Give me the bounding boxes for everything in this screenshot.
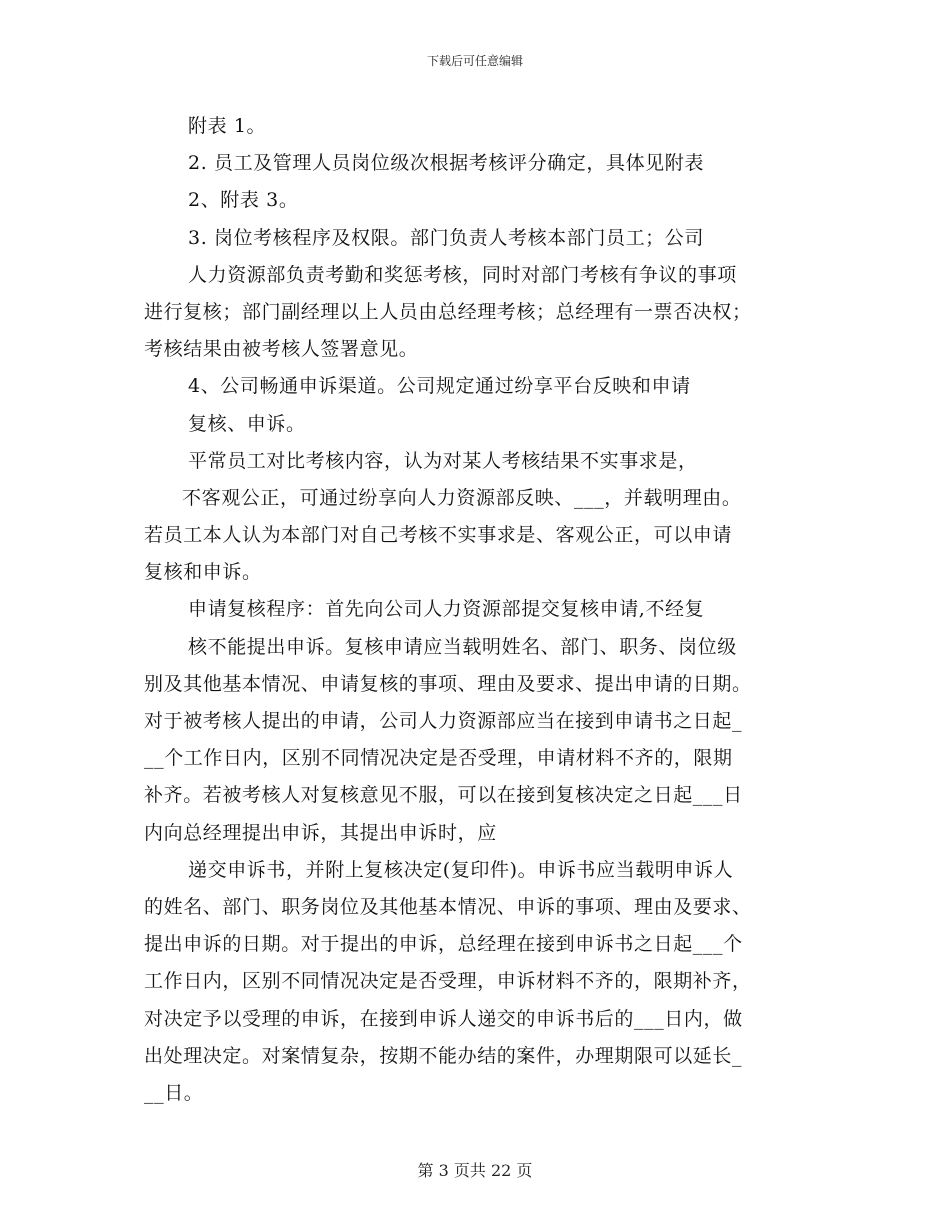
text-line: 递交申诉书，并附上复核决定(复印件)。申诉书应当载明申诉人 [188, 858, 734, 881]
text-line: 3. 岗位考核程序及权限。部门负责人考核本部门员工；公司 [188, 226, 704, 249]
text-line: 出处理决定。对案情复杂，按期不能办结的案件，办理期限可以延长_ [144, 1044, 743, 1067]
text-line: 2. 员工及管理人员岗位级次根据考核评分确定，具体见附表 [188, 152, 704, 175]
text-line: 工作日内，区别不同情况决定是否受理，申诉材料不齐的，限期补齐， [144, 970, 752, 993]
text-line: 对于被考核人提出的申请，公司人力资源部应当在接到申请书之日起_ [144, 710, 743, 732]
text-line: __个工作日内，区别不同情况决定是否受理，申请材料不齐的，限期 [144, 747, 733, 770]
text-line: 人力资源部负责考勤和奖惩考核，同时对部门考核有争议的事项 [188, 263, 737, 286]
text-line: 对决定予以受理的申诉，在接到申诉人递交的申诉书后的___日内，做 [144, 1007, 743, 1030]
text-line: 别及其他基本情况、申请复核的事项、理由及要求、提出申请的日期。 [144, 672, 752, 695]
text-line: 进行复核；部门副经理以上人员由总经理考核；总经理有一票否决权； [144, 300, 752, 323]
text-line: 2、附表 3。 [188, 189, 299, 212]
text-line: 考核结果由被考核人签署意见。 [144, 338, 419, 361]
text-line: 内向总经理提出申诉，其提出申诉时，应 [144, 821, 497, 844]
text-line: 4、公司畅通申诉渠道。公司规定通过纷享平台反映和申请 [188, 375, 691, 398]
text-line: 附表 1。 [188, 115, 267, 137]
text-line: 不客观公正，可通过纷享向人力资源部反映、___，并载明理由。 [182, 486, 742, 509]
text-line: __日。 [144, 1081, 204, 1104]
text-line: 核不能提出申诉。复核申请应当载明姓名、部门、职务、岗位级 [188, 635, 737, 658]
text-line: 若员工本人认为本部门对自己考核不实事求是、客观公正，可以申请 [144, 524, 733, 547]
text-line: 复核和申诉。 [144, 561, 262, 584]
text-line: 提出申诉的日期。对于提出的申诉，总经理在接到申诉书之日起___个 [144, 933, 743, 956]
page-header: 下载后可任意编辑 [426, 54, 523, 68]
document-body [144, 108, 814, 1112]
text-line: 平常员工对比考核内容，认为对某人考核结果不实事求是， [188, 449, 698, 472]
text-line: 申请复核程序：首先向公司人力资源部提交复核申请,不经复 [188, 598, 705, 621]
text-line: 复核、申诉。 [188, 412, 306, 435]
text-line: 的姓名、部门、职务岗位及其他基本情况、申诉的事项、理由及要求、 [144, 895, 752, 918]
text-line: 补齐。若被考核人对复核意见不服，可以在接到复核决定之日起___日 [144, 784, 743, 807]
page-number: 第 3 页共 22 页 [417, 1161, 533, 1180]
